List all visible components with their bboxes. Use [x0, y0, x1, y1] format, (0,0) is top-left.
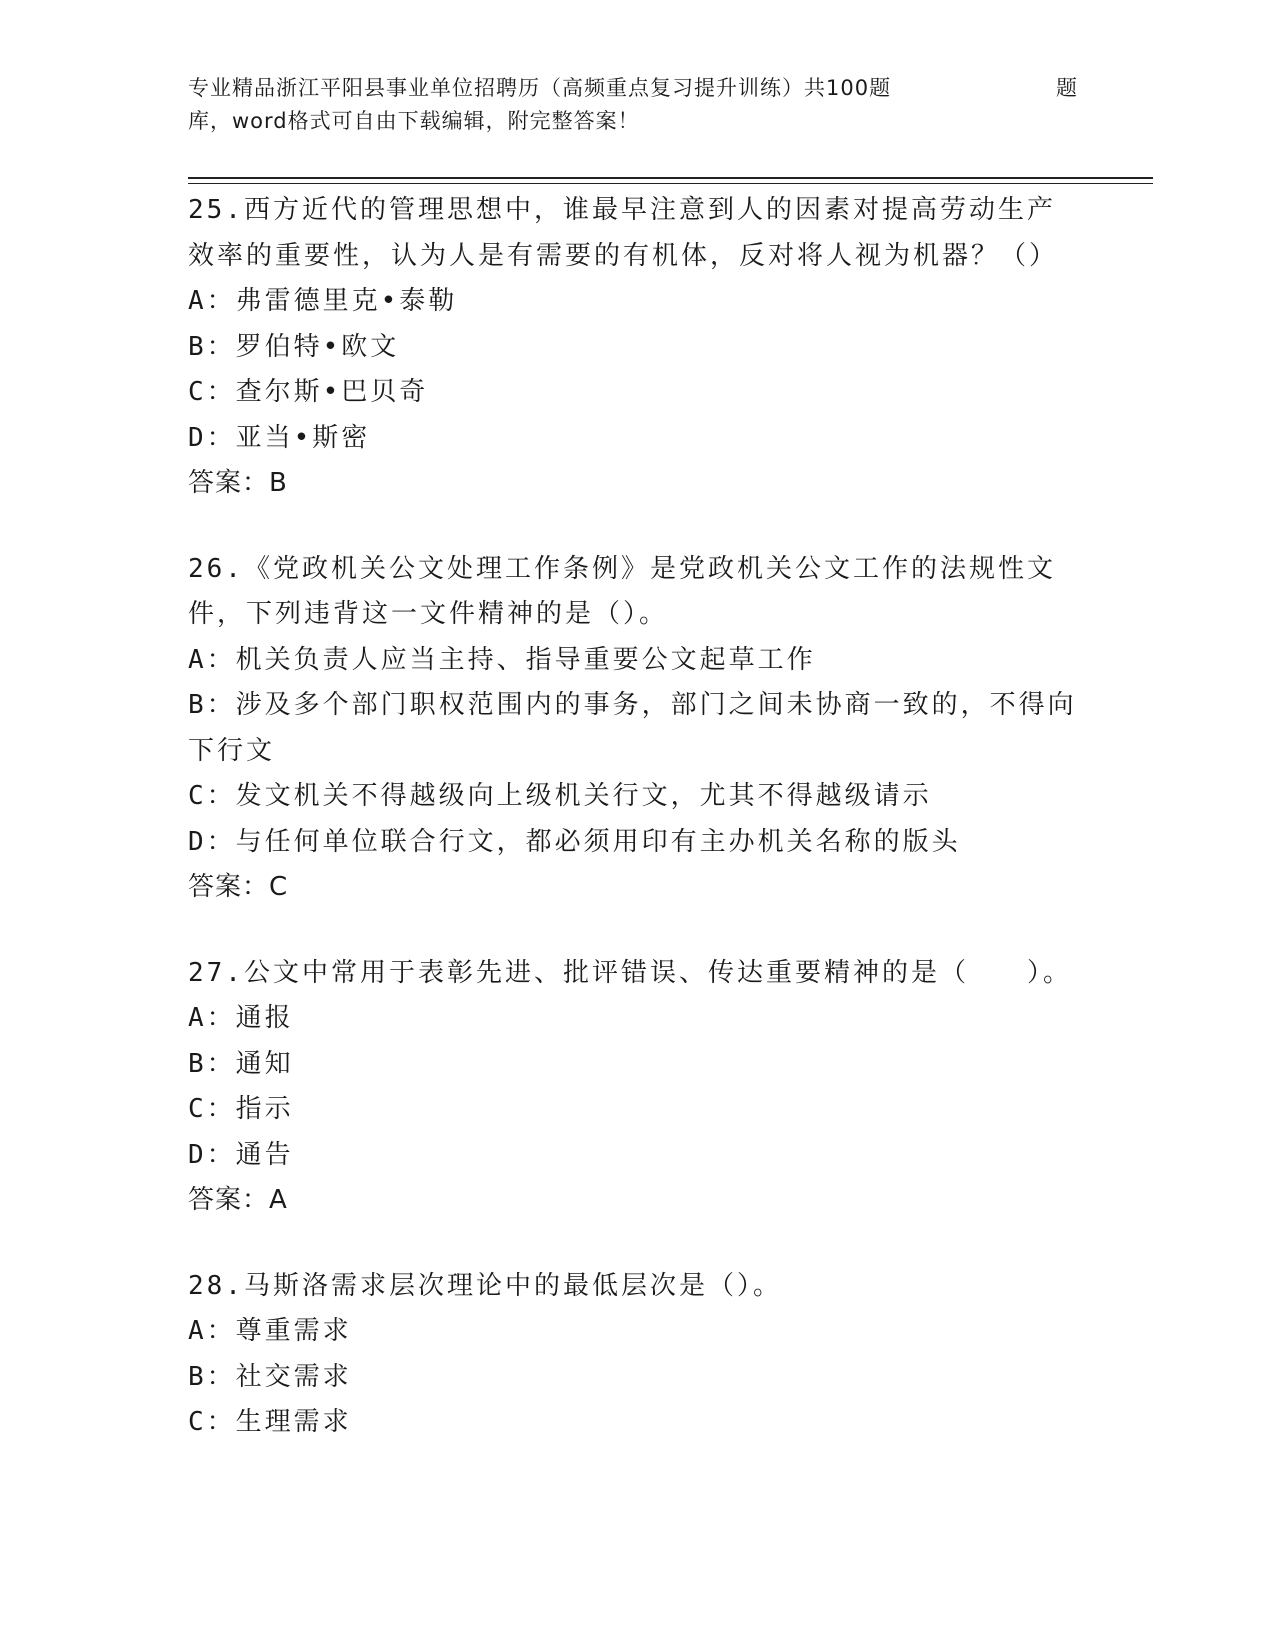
header-title: 专业精品浙江平阳县事业单位招聘历（高频重点复习提升训练）共100题: [188, 76, 892, 100]
option-a: A：弗雷德里克•泰勒: [188, 286, 458, 316]
option-b: B：社交需求: [188, 1361, 352, 1392]
option-b: B：涉及多个部门职权范围内的事务，部门之间未协商一致的，不得向下行文: [188, 690, 1077, 766]
option-d: D：通告: [188, 1139, 294, 1170]
option-c: C：查尔斯•巴贝奇: [188, 377, 429, 407]
question-stem: 28.马斯洛需求层次理论中的最低层次是（）。: [188, 1270, 782, 1301]
option-a: A：尊重需求: [188, 1316, 352, 1346]
question-stem: 26.《党政机关公文处理工作条例》是党政机关公文工作的法规性文件，下列违背这一文件精神的是（）。: [188, 553, 1056, 629]
question-stem: 27.公文中常用于表彰先进、批评错误、传达重要精神的是（ ）。: [188, 957, 1072, 988]
option-d: D：与任何单位联合行文，都必须用印有主办机关名称的版头: [188, 826, 961, 857]
option-b: B：罗伯特•欧文: [188, 331, 400, 362]
option-c: C：指示: [188, 1094, 294, 1124]
question-stem: 25.西方近代的管理思想中，谁最早注意到人的因素对提高劳动生产效率的重要性，认为人是有需要的有机体，反对将人视为机器？（）: [188, 195, 1059, 271]
answer: 答案：A: [188, 1185, 288, 1215]
header-line-1: [188, 72, 1088, 105]
question-27: [188, 951, 1088, 1224]
option-a: A：通报: [188, 1003, 294, 1033]
header-title-tail: 题: [1056, 76, 1078, 100]
question-25: [188, 188, 1088, 507]
header-line-2: 库，word格式可自由下载编辑，附完整答案！: [188, 109, 640, 133]
option-c: C：发文机关不得越级向上级机关行文，尤其不得越级请示: [188, 781, 932, 811]
option-d: D：亚当•斯密: [188, 422, 371, 453]
header-divider-thick: [188, 177, 1153, 179]
option-b: B：通知: [188, 1048, 294, 1079]
question-26: [188, 547, 1088, 911]
document-header: [188, 72, 1088, 138]
option-a: A：机关负责人应当主持、指导重要公文起草工作: [188, 644, 816, 675]
answer: 答案：B: [188, 468, 288, 498]
answer: 答案：C: [188, 872, 289, 902]
question-list: [188, 188, 1088, 1486]
option-c: C：生理需求: [188, 1407, 352, 1437]
question-28: [188, 1264, 1088, 1446]
header-divider-thin: [188, 183, 1153, 184]
